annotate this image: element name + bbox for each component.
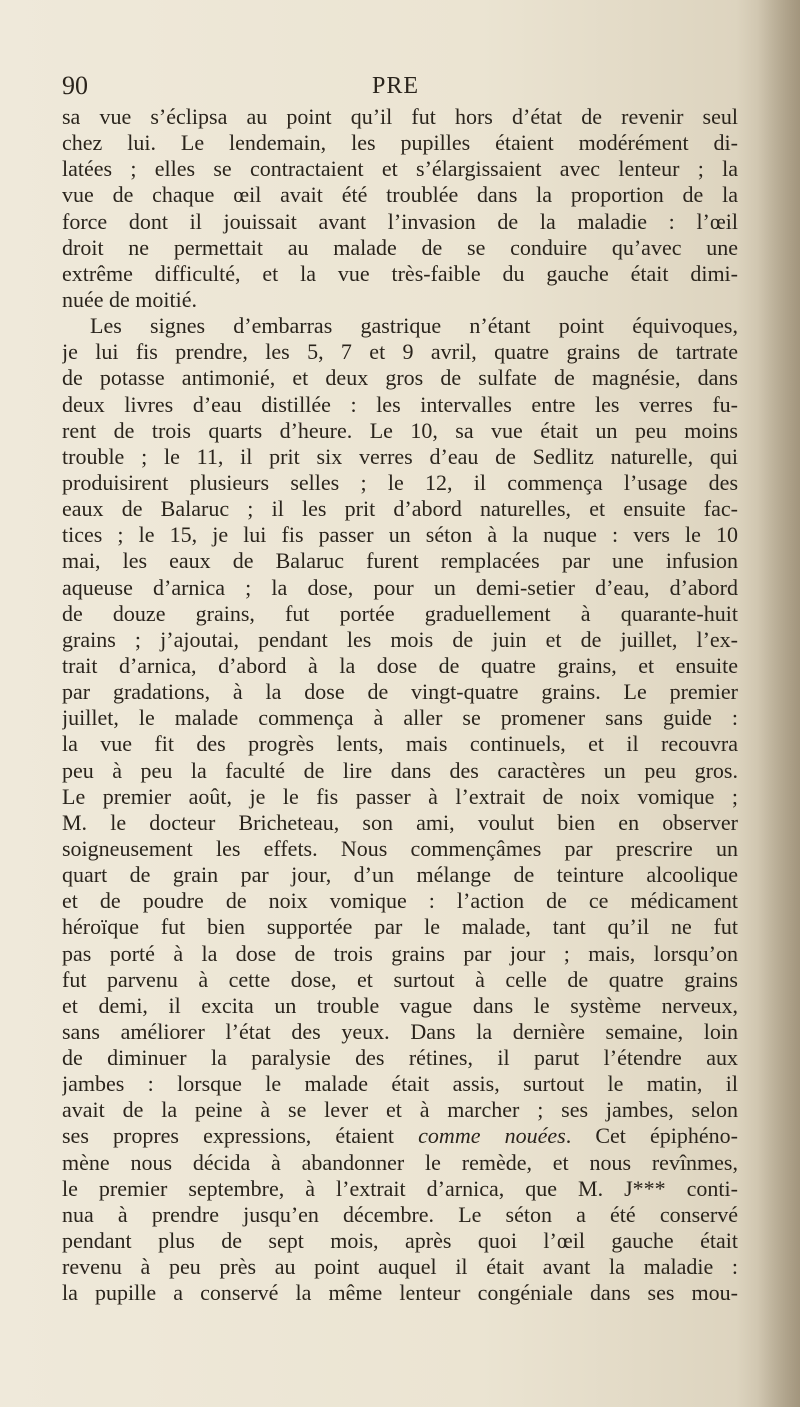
text-line: le premier septembre, à l’extrait d’arnica, que M. J*** conti- <box>62 1175 738 1201</box>
text-line: la pupille a conservé la même lenteur congéniale dans ses mou- <box>62 1280 738 1306</box>
page-header <box>62 70 742 102</box>
text-line: et de poudre de noix vomique : l’action de ce médicament <box>62 888 738 914</box>
text-line: Le premier août, je le fis passer à l’extrait de noix vomique ; <box>62 783 738 809</box>
text-line: M. le docteur Bricheteau, son ami, voulut bien en observer <box>62 809 738 835</box>
text-line: pas porté à la dose de trois grains par jour ; mais, lorsqu’on <box>62 940 738 966</box>
body-text <box>62 104 738 1306</box>
text-line: de douze grains, fut portée graduellement à quarante-huit <box>62 600 738 626</box>
text-line: quart de grain par jour, d’un mélange de teinture alcoolique <box>62 862 738 888</box>
text-line: héroïque fut bien supportée par le malade, tant qu’il ne fut <box>62 914 738 940</box>
text-line: soigneusement les effets. Nous commençâmes par prescrire un <box>62 835 738 861</box>
text-line: je lui fis prendre, les 5, 7 et 9 avril, quatre grains de tartrate <box>62 339 738 365</box>
text-line: nua à prendre jusqu’en décembre. Le séton a été conservé <box>62 1201 738 1227</box>
text-line: de potasse antimonié, et deux gros de sulfate de magnésie, dans <box>62 365 738 391</box>
text-line: chez lui. Le lendemain, les pupilles étaient modérément di- <box>62 130 738 156</box>
text-line: jambes : lorsque le malade était assis, surtout le matin, il <box>62 1071 738 1097</box>
text-line: deux livres d’eau distillée : les intervalles entre les verres fu- <box>62 391 738 417</box>
text-line: mai, les eaux de Balaruc furent remplacées par une infusion <box>62 548 738 574</box>
text-line: grains ; j’ajoutai, pendant les mois de juin et de juillet, l’ex- <box>62 626 738 652</box>
text-line: de diminuer la paralysie des rétines, il parut l’étendre aux <box>62 1045 738 1071</box>
text-line: juillet, le malade commença à aller se promener sans guide : <box>62 705 738 731</box>
text-line: avait de la peine à se lever et à marcher ; ses jambes, selon <box>62 1097 738 1123</box>
text-line: aqueuse d’arnica ; la dose, pour un demi-setier d’eau, d’abord <box>62 574 738 600</box>
text-line: mène nous décida à abandonner le remède, et nous revînmes, <box>62 1149 738 1175</box>
text-line: trouble ; le 11, il prit six verres d’eau de Sedlitz naturelle, qui <box>62 443 738 469</box>
text-line-paragraph-end: nuée de moitié. <box>62 286 198 312</box>
text-line: la vue fit des progrès lents, mais continuels, et il recouvra <box>62 731 738 757</box>
text-line: rent de trois quarts d’heure. Le 10, sa vue était un peu moins <box>62 417 738 443</box>
text-line: vue de chaque œil avait été troublée dans la proportion de la <box>62 182 738 208</box>
text-line: pendant plus de sept mois, après quoi l’œil gauche était <box>62 1228 738 1254</box>
text-line: sans améliorer l’état des yeux. Dans la dernière semaine, loin <box>62 1018 738 1044</box>
text-line: eaux de Balaruc ; il les prit d’abord naturelles, et ensuite fac- <box>62 496 738 522</box>
text-line-paragraph-start: Les signes d’embarras gastrique n’étant point équivoques, <box>90 313 738 339</box>
text-line: force dont il jouissait avant l’invasion de la maladie : l’œil <box>62 208 738 234</box>
text-line: revenu à peu près au point auquel il était avant la maladie : <box>62 1254 738 1280</box>
text-line: latées ; elles se contractaient et s’élargissaient avec lenteur ; la <box>62 156 738 182</box>
text-line: par gradations, à la dose de vingt-quatre grains. Le premier <box>62 679 738 705</box>
text-line: tices ; le 15, je lui fis passer un séton à la nuque : vers le 10 <box>62 522 738 548</box>
text-line: et demi, il excita un trouble vague dans le système nerveux, <box>62 992 738 1018</box>
text-line: sa vue s’éclipsa au point qu’il fut hors d’état de revenir seul <box>62 104 738 129</box>
text-line: droit ne permettait au malade de se conduire qu’avec une <box>62 234 738 260</box>
text-line: peu à peu la faculté de lire dans des caractères un peu gros. <box>62 757 738 783</box>
text-line: produisirent plusieurs selles ; le 12, il commença l’usage des <box>62 469 738 495</box>
page-gutter-shadow <box>758 0 800 1407</box>
text-line: fut parvenu à cette dose, et surtout à celle de quatre grains <box>62 966 738 992</box>
running-head: PRE <box>372 73 420 99</box>
text-line: ses propres expressions, étaient comme nouées. Cet épiphéno- <box>62 1123 738 1149</box>
italic-phrase: comme nouées <box>418 1123 566 1149</box>
page-number: 90 <box>62 71 88 100</box>
text-line: extrême difficulté, et la vue très-faible du gauche était dimi- <box>62 260 738 286</box>
text-line: trait d’arnica, d’abord à la dose de quatre grains, et ensuite <box>62 652 738 678</box>
